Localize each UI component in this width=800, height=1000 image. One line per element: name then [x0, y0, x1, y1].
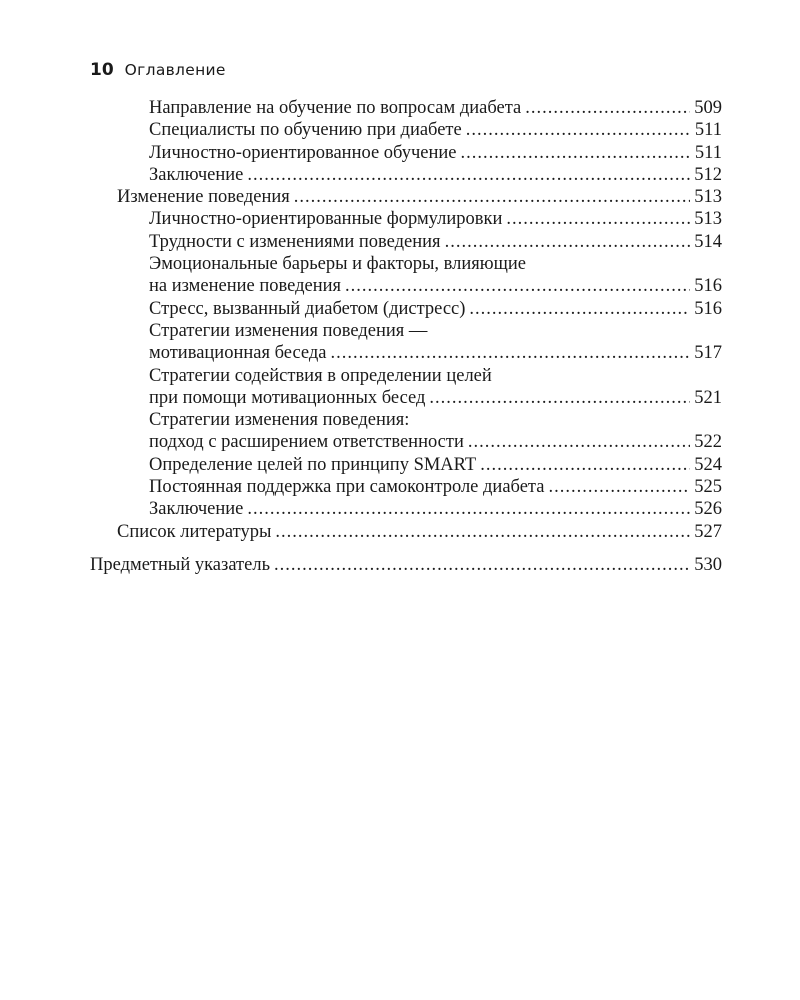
toc-entry[interactable] [149, 119, 722, 141]
toc-entry-page: 511 [694, 142, 722, 163]
toc-entry-title: Специалисты по обучению при диабете [149, 120, 462, 141]
toc-entry-title: Изменение поведения [117, 187, 290, 208]
toc-entry[interactable] [149, 498, 722, 520]
dot-leader [247, 164, 690, 186]
toc-entry-page: 514 [694, 231, 722, 252]
toc-entry-title: Предметный указатель [90, 554, 271, 575]
toc-entry-title: Список литературы [117, 521, 272, 542]
toc-entry-page: 527 [694, 521, 722, 542]
dot-leader [429, 387, 690, 409]
toc-entry-page: 513 [694, 187, 722, 208]
toc-entry-title-line: Стратегии содействия в определении целей [149, 365, 492, 386]
toc-entry[interactable] [149, 231, 722, 253]
toc-entry[interactable] [149, 365, 722, 410]
toc-entry[interactable] [117, 186, 722, 208]
dot-leader [469, 298, 690, 320]
dot-leader [445, 231, 691, 253]
toc-entry[interactable] [149, 320, 722, 365]
toc-entry-title: Определение целей по принципу SMART [149, 454, 477, 475]
dot-leader [466, 119, 691, 141]
toc-entry-title: подход с расширением ответственности [149, 432, 464, 453]
toc-entry[interactable] [149, 164, 722, 186]
dot-leader [294, 186, 690, 208]
dot-leader [275, 521, 690, 543]
dot-leader [345, 275, 690, 297]
toc-entry-page: 524 [694, 454, 722, 475]
toc-entry-page: 521 [694, 387, 722, 408]
table-of-contents [0, 97, 800, 576]
toc-entry-title: Направление на обучение по вопросам диабета [149, 98, 522, 118]
toc-entry-title: Заключение [149, 164, 244, 185]
toc-entry[interactable] [149, 476, 722, 498]
toc-entry-title: Постоянная поддержка при самоконтроле диабета [149, 477, 545, 498]
toc-entry-page: 522 [694, 432, 722, 453]
dot-leader [525, 97, 690, 119]
dot-leader [461, 142, 691, 164]
dot-leader [468, 431, 690, 453]
toc-entry-title: на изменение поведения [149, 276, 342, 297]
toc-entry[interactable] [117, 521, 722, 543]
toc-entry[interactable] [149, 298, 722, 320]
toc-entry[interactable] [149, 409, 722, 454]
toc-entry-page: 516 [694, 298, 722, 319]
dot-leader [330, 342, 690, 364]
toc-entry-page: 509 [694, 98, 722, 118]
dot-leader [548, 476, 690, 498]
toc-entry-title: мотивационная беседа [149, 343, 327, 364]
toc-entry-page: 513 [694, 209, 722, 230]
toc-entry[interactable] [149, 208, 722, 230]
dot-leader [506, 208, 690, 230]
dot-leader [274, 554, 690, 576]
toc-entry-title-line: Стратегии изменения поведения — [149, 320, 428, 341]
toc-entry-page: 517 [694, 343, 722, 364]
toc-entry[interactable] [149, 253, 722, 298]
dot-leader [480, 454, 690, 476]
toc-entry[interactable] [149, 142, 722, 164]
toc-entry[interactable] [149, 97, 722, 119]
toc-entry-page: 516 [694, 276, 722, 297]
toc-entry-page: 525 [694, 477, 722, 498]
toc-entry-page: 512 [694, 164, 722, 185]
toc-entry-page: 530 [694, 554, 722, 575]
page-number: 10 [90, 60, 114, 80]
toc-entry-title: Стресс, вызванный диабетом (дистресс) [149, 298, 466, 319]
running-title: Оглавление [124, 61, 226, 79]
toc-entry-title: Трудности с изменениями поведения [149, 231, 441, 252]
toc-entry[interactable] [149, 454, 722, 476]
toc-entry-title: Личностно-ориентированные формулировки [149, 209, 503, 230]
toc-entry-title: Заключение [149, 499, 244, 520]
toc-entry[interactable] [90, 554, 722, 576]
toc-entry-title-line: Стратегии изменения поведения: [149, 410, 410, 431]
dot-leader [247, 498, 690, 520]
running-header [90, 60, 226, 84]
toc-entry-title: Личностно-ориентированное обучение [149, 142, 457, 163]
toc-entry-title: при помощи мотивационных бесед [149, 387, 426, 408]
toc-entry-page: 526 [694, 499, 722, 520]
toc-entry-page: 511 [694, 120, 722, 141]
toc-entry-title-line: Эмоциональные барьеры и факторы, влияющие [149, 254, 526, 275]
